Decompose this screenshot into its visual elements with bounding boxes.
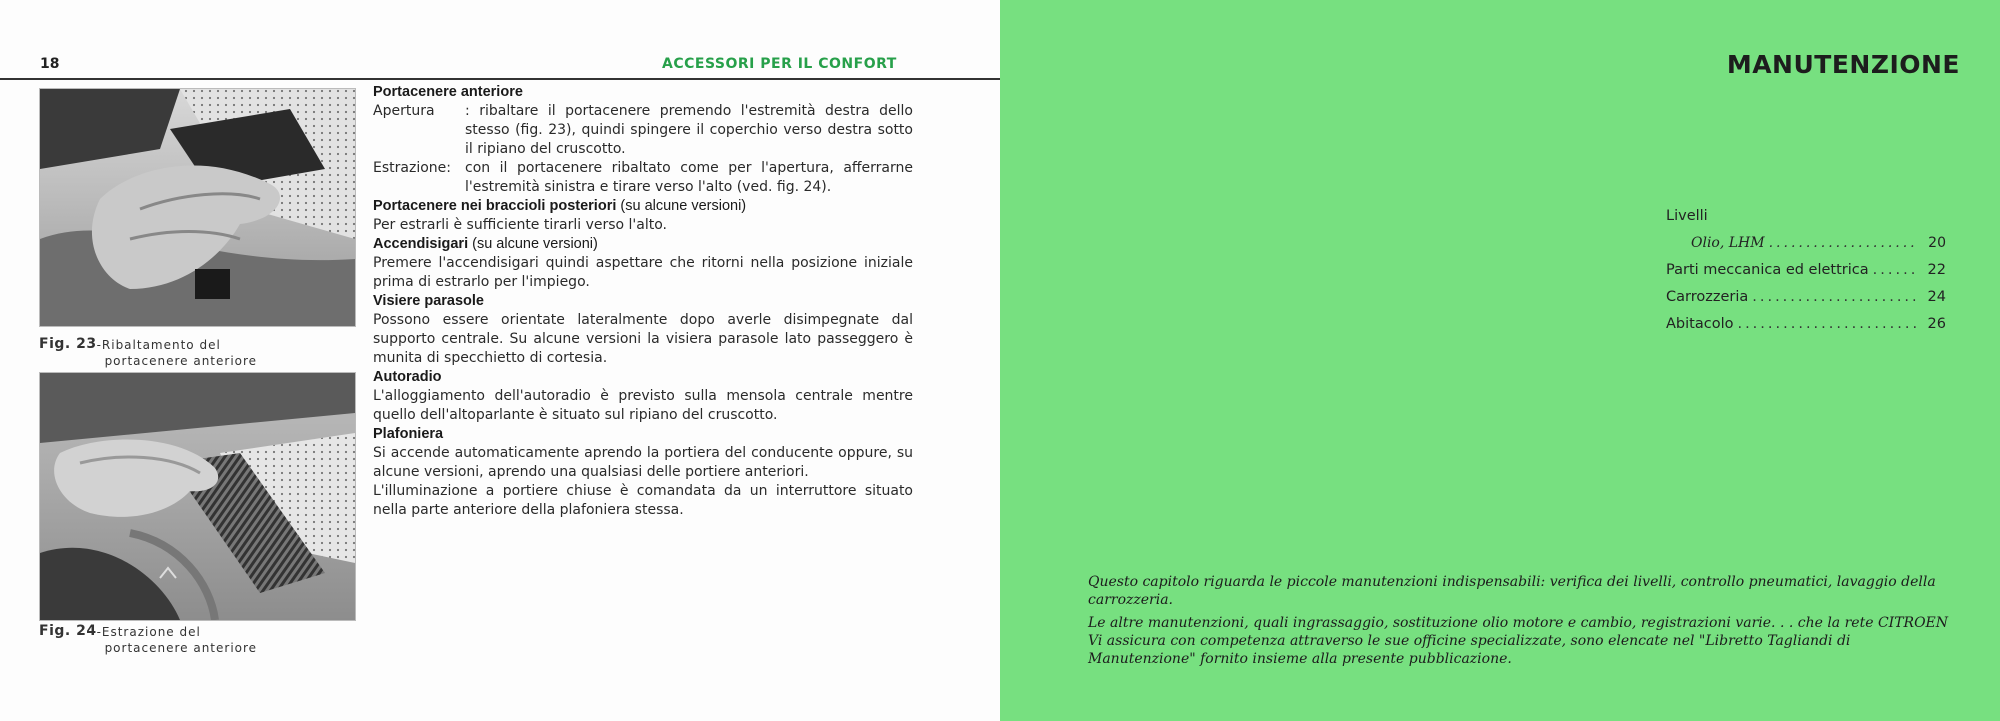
estrazione-text: con il portacenere ribaltato come per l'apertura, afferrarne l'estremità sinistra e tirare verso l'alto (ved. fig. 24). xyxy=(465,160,913,195)
header-rule xyxy=(0,78,1000,80)
chapter-title: MANUTENZIONE xyxy=(1726,50,1960,79)
toc-leader-dots xyxy=(1737,311,1918,338)
apertura-term: Apertura xyxy=(373,103,435,119)
braccioli-text: Per estrarli è sufficiente tirarli verso l'alto. xyxy=(373,217,667,233)
visiere-text: Possono essere orientate lateralmente dopo averle disimpegnate dal supporto centrale. Su alcune versioni la visiera parasole lato passeggero è munita di specchietto di cortesia. xyxy=(373,312,913,366)
toc-page-number: 26 xyxy=(1927,316,1946,332)
plafoniera-text-2: L'illuminazione a portiere chiuse è comandata da un interruttore situato nella parte anteriore della plafoniera stessa. xyxy=(373,483,913,518)
toc-label: Abitacolo xyxy=(1666,316,1734,332)
accendisigari-title: Accendisigari xyxy=(373,236,469,252)
figure-24-caption-line2: portacenere anteriore xyxy=(104,641,258,655)
section-title-portacenere-anteriore: Portacenere anteriore xyxy=(373,84,523,100)
chapter-intro xyxy=(1088,573,1958,673)
toc-label: Parti meccanica ed elettrica xyxy=(1666,262,1869,278)
toc-label: Olio, LHM xyxy=(1691,235,1765,251)
estrazione-term: Estrazione: xyxy=(373,160,451,176)
figure-23-photo xyxy=(39,88,356,327)
toc-page-number: 22 xyxy=(1927,262,1946,278)
section-title-braccioli xyxy=(373,197,913,216)
figure-23-label: Fig. 23 xyxy=(39,336,97,352)
braccioli-title: Portacenere nei braccioli posteriori xyxy=(373,198,617,214)
intro-paragraph-1: Questo capitolo riguarda le piccole manutenzioni indispensabili: verifica dei livelli, controllo pneumatici, lavaggio della carrozzeria. xyxy=(1088,574,1936,608)
toc-item-olio-lhm[interactable] xyxy=(1666,230,1946,257)
autoradio-text: L'alloggiamento dell'autoradio è previsto sulla mensola centrale mentre quello dell'altoparlante è situato sul ripiano del cruscotto. xyxy=(373,388,913,423)
toc-leader-dots xyxy=(1873,257,1918,284)
figure-23-caption-line1: -Ribaltamento del xyxy=(96,338,221,352)
accendisigari-text: Premere l'accendisigari quindi aspettare che ritorni nella posizione iniziale prima di estrarlo per l'impiego. xyxy=(373,255,913,290)
toc-leader-dots xyxy=(1752,284,1918,311)
section-title-autoradio: Autoradio xyxy=(373,369,442,385)
apertura-text: : ribaltare il portacenere premendo l'estremità destra dello stesso (fig. 23), quindi spingere il coperchio verso destra sotto il ripiano del cruscotto. xyxy=(465,103,913,157)
toc-label: Livelli xyxy=(1666,208,1708,224)
figure-23-caption xyxy=(39,336,277,369)
intro-paragraph-2: Le altre manutenzioni, quali ingrassaggio, sostituzione olio motore e cambio, registrazioni varie. . . che la rete CITROEN Vi assicura con competenza attraverso le sue officine specializzate, sono elencate nel "Libretto Tagliandi di Manutenzione" fornito insieme alla presente pubblicazione. xyxy=(1088,615,1949,667)
section-title-plafoniera: Plafoniera xyxy=(373,426,444,442)
apertura-item xyxy=(373,102,913,159)
braccioli-note: (su alcune versioni) xyxy=(620,198,747,214)
toc-leader-dots xyxy=(1769,230,1918,257)
section-title-accendisigari xyxy=(373,235,913,254)
accendisigari-note: (su alcune versioni) xyxy=(472,236,598,252)
body-text-column xyxy=(373,83,913,520)
section-title-visiere: Visiere parasole xyxy=(373,293,484,309)
toc-page-number: 20 xyxy=(1928,235,1946,251)
toc-label: Carrozzeria xyxy=(1666,289,1749,305)
page-number: 18 xyxy=(40,56,60,72)
right-page xyxy=(1000,0,2000,721)
toc-item-livelli[interactable] xyxy=(1666,203,1946,230)
figure-24-label: Fig. 24 xyxy=(39,623,97,639)
plafoniera-text-1: Si accende automaticamente aprendo la portiera del conducente oppure, su alcune versioni, aprendo una qualsiasi delle portiere anteriori. xyxy=(373,445,913,480)
figure-24-caption-line1: -Estrazione del xyxy=(96,625,201,639)
figure-24-photo xyxy=(39,372,356,621)
figure-23-caption-line2: portacenere anteriore xyxy=(104,354,258,368)
toc-item-abitacolo[interactable] xyxy=(1666,311,1946,338)
toc-item-parti-meccanica[interactable] xyxy=(1666,257,1946,284)
toc-page-number: 24 xyxy=(1927,289,1946,305)
running-header: ACCESSORI PER IL CONFORT xyxy=(662,56,897,72)
figure-24-caption xyxy=(39,623,277,656)
table-of-contents xyxy=(1666,203,1946,338)
estrazione-item xyxy=(373,159,913,197)
toc-item-carrozzeria[interactable] xyxy=(1666,284,1946,311)
